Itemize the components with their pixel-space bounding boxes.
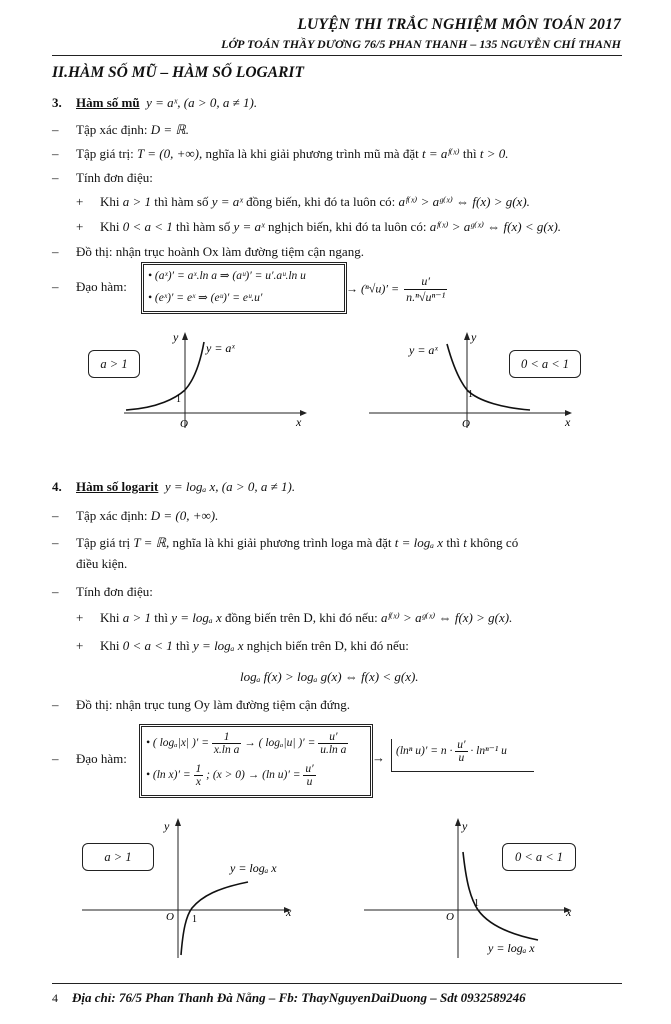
footer-rule bbox=[52, 983, 622, 984]
y-label: y bbox=[471, 330, 477, 344]
y-axis-arrow bbox=[182, 332, 188, 340]
exp-heading-text: Hàm số mũ bbox=[76, 95, 140, 110]
log-domain: – Tập xác định: D = (0, +∞). bbox=[52, 508, 219, 523]
log-mono2: + Khi 0 < a < 1 thì y = logₐ x nghịch biến trên D, khi đó nếu: bbox=[76, 638, 409, 653]
x-label: x bbox=[296, 415, 302, 429]
footer-text: Địa chỉ: 76/5 Phan Thanh Đà Nẵng – Fb: ThayNguyenDaiDuong – Sdt 0932589246 bbox=[72, 990, 526, 1005]
header-subtitle: LỚP TOÁN THẦY DƯƠNG 76/5 PHAN THANH – 135 NGUYỄN CHÍ THANH bbox=[221, 37, 621, 51]
log-fig-right-graph bbox=[78, 812, 300, 962]
exp-heading bbox=[52, 94, 257, 112]
exp-mono-label: – Tính đơn điệu: bbox=[52, 170, 153, 185]
y-label: y bbox=[462, 819, 468, 833]
log-deriv-power: (lnⁿ u)′ = n · $\frac{u'}{u}$ · lnⁿ⁻¹ u bbox=[391, 739, 534, 772]
log-fig-right-label: 0 < a < 1 bbox=[502, 843, 576, 871]
y-axis-arrow bbox=[455, 818, 461, 826]
x-label: x bbox=[566, 905, 572, 919]
one-label: 1 bbox=[468, 389, 473, 400]
exp-deriv-root: → (ⁿ√u)′ = $\frac{u'}{\text{n.ⁿ√uⁿ⁻¹}}$ bbox=[346, 274, 446, 304]
origin-label: O bbox=[166, 911, 174, 923]
exp-fig-left bbox=[118, 328, 308, 436]
y-axis-arrow bbox=[175, 818, 181, 826]
exp-curve bbox=[126, 342, 204, 410]
log-deriv-box: • ( logₐ|x| )′ = $\frac{1}{\text{x.ln a}}$ → ( logₐ|u| )′ = $\frac{u'}{\text{u.ln a}}$ • (ln x)′ = $\frac{1}{x}$ ; (x > 0) → (ln u)′ = $\frac{u'}{u}$ bbox=[139, 724, 373, 798]
exp-deriv-label: – Đạo hàm: bbox=[52, 279, 127, 294]
exp-number: 3. bbox=[52, 95, 62, 110]
origin-label: O bbox=[462, 418, 470, 430]
y-axis-arrow bbox=[464, 332, 470, 340]
y-label: y bbox=[173, 330, 179, 344]
exp-fig-right bbox=[365, 328, 575, 436]
log-range: – Tập giá trị T = ℝ, nghĩa là khi giải phương trình loga mà đặt t = logₐ x thì t không có bbox=[52, 535, 519, 550]
exp-domain: – Tập xác định: D = ℝ. bbox=[52, 122, 189, 137]
exp-range: – Tập giá trị: T = (0, +∞), nghĩa là khi giải phương trình mũ mà đặt t = aᶠ⁽ˣ⁾ thì t > 0. bbox=[52, 146, 509, 161]
exp-graph-text: – Đồ thị: nhận trục hoành Ox làm đường tiệm cận ngang. bbox=[52, 244, 364, 259]
log-mono1: + Khi a > 1 thì y = logₐ x đồng biến trên D, khi đó nếu: aᶠ⁽ˣ⁾ > aᵍ⁽ˣ⁾ ⇔ f(x) > g(x). bbox=[76, 610, 513, 625]
exp-fig-left-label: a > 1 bbox=[88, 350, 140, 378]
section-title: II.HÀM SỐ MŨ – HÀM SỐ LOGARIT bbox=[52, 64, 304, 81]
log-mono2-expr: logₐ f(x) > logₐ g(x) ⇔ f(x) < g(x). bbox=[240, 669, 419, 684]
y-label: y bbox=[164, 819, 170, 833]
one-label: 1 bbox=[176, 394, 181, 405]
log-fig-left-label: a > 1 bbox=[82, 843, 154, 871]
exp-def: y = aˣ, (a > 0, a ≠ 1). bbox=[146, 95, 258, 110]
page-number: 4 bbox=[52, 991, 58, 1005]
one-label: 1 bbox=[192, 914, 197, 925]
exp-mono2: + Khi 0 < a < 1 thì hàm số y = aˣ nghịch biến, khi đó ta luôn có: aᶠ⁽ˣ⁾ > aᵍ⁽ˣ⁾ ⇔ f(x) < g(x). bbox=[76, 219, 562, 234]
curve-label: y = aˣ bbox=[206, 341, 235, 355]
origin-label: O bbox=[180, 418, 188, 430]
origin-label: O bbox=[446, 911, 454, 923]
x-label: x bbox=[565, 415, 571, 429]
exp-mono1: + Khi a > 1 thì hàm số y = aˣ đồng biến, khi đó ta luôn có: aᶠ⁽ˣ⁾ > aᵍ⁽ˣ⁾ ⇔ f(x) > g(x). bbox=[76, 194, 530, 209]
one-label: 1 bbox=[474, 898, 479, 909]
curve-label: y = logₐ x bbox=[230, 861, 277, 875]
log-deriv-label: – Đạo hàm: bbox=[52, 751, 127, 766]
log-graph-text: – Đồ thị: nhận trục tung Oy làm đường tiệm cận đứng. bbox=[52, 697, 351, 712]
header-rule bbox=[52, 55, 622, 56]
log-heading: 4. Hàm số logarit y = logₐ x, (a > 0, a ≠ 1). bbox=[52, 479, 296, 494]
log-range-cont: điều kiện. bbox=[76, 556, 128, 571]
exp-deriv-box: • (aˣ)′ = aˣ.ln a ⇒ (aᵘ)′ = u′.aᵘ.ln u • (eˣ)′ = eˣ ⇒ (eᵘ)′ = eᵘ.u′ bbox=[141, 262, 347, 314]
curve-label: y = logₐ x bbox=[488, 941, 535, 955]
header-title: LUYỆN THI TRẮC NGHIỆM MÔN TOÁN 2017 bbox=[297, 16, 621, 33]
log-fig-right bbox=[360, 812, 582, 962]
footer bbox=[52, 990, 526, 1006]
log-mono-label: – Tính đơn điệu: bbox=[52, 584, 153, 599]
x-label: x bbox=[286, 905, 292, 919]
exp-fig-right-label: 0 < a < 1 bbox=[509, 350, 581, 378]
curve-label: y = aˣ bbox=[409, 343, 438, 357]
